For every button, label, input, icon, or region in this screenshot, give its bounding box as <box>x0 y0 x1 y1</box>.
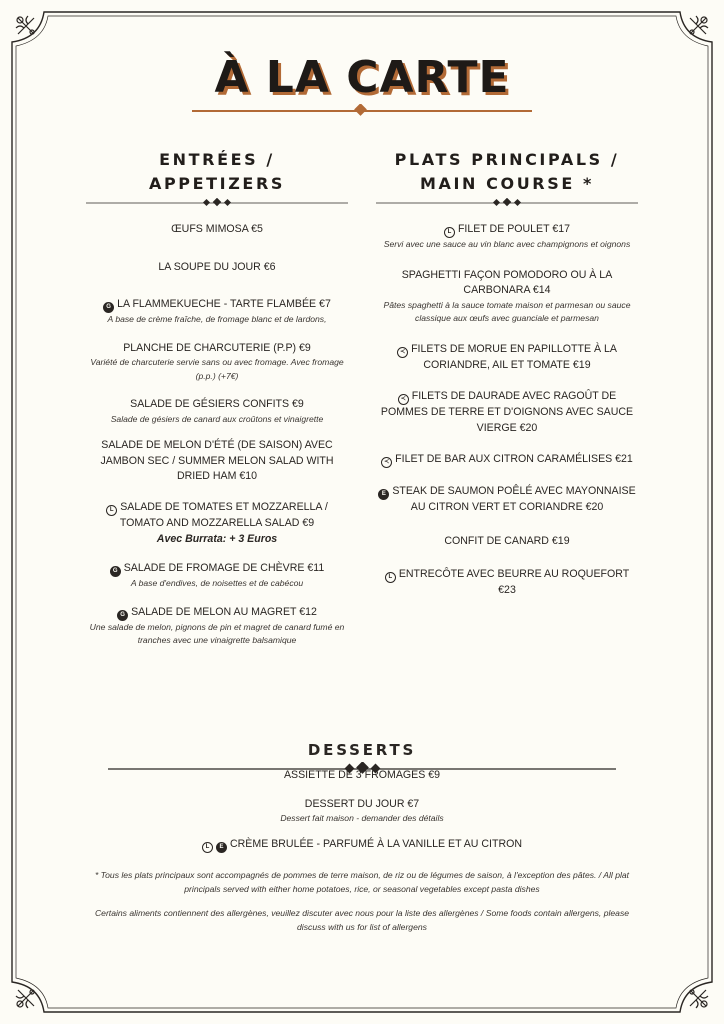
item-name: ENTRECÔTE AVEC BEURRE AU ROQUEFORT €23 <box>398 568 630 596</box>
item-name: SALADE DE GÉSIERS CONFITS €9 <box>130 398 304 410</box>
item-name: FILETS DE MORUE EN PAPILLOTTE À LA CORIANDRE, AIL ET TOMATE €19 <box>411 342 617 371</box>
main-course-heading-line2: MAIN COURSE * <box>419 174 595 193</box>
item-description: Une salade de melon, pignons de pin et magret de canard fumé en tranches avec une vinaigrette balsamique <box>89 621 345 645</box>
item-name: SALADE DE FROMAGE DE CHÈVRE €11 <box>123 562 325 574</box>
item-description: Variété de charcuterie servie sans ou avec fromage. Avec fromage (p.p.) (+7€) <box>90 357 344 381</box>
menu-item <box>376 452 638 468</box>
menu-item <box>86 605 348 648</box>
menu-item <box>108 797 616 826</box>
menu-item <box>86 438 348 485</box>
fish-icon: ≺ <box>398 394 409 405</box>
menu-item <box>86 260 348 276</box>
item-name: FILET DE POULET €17 <box>457 223 571 235</box>
egg-icon: E <box>216 842 227 853</box>
desserts-section <box>108 740 616 853</box>
lactose-icon: L <box>202 842 213 853</box>
lactose-icon: L <box>444 227 455 238</box>
menu-item <box>376 268 638 326</box>
item-name: LA SOUPE DU JOUR €6 <box>158 260 276 273</box>
item-description: Pâtes spaghetti à la sauce tomate maison et parmesan ou sauce classique aux œufs avec guanciale et parmesan <box>383 299 631 323</box>
menu-item <box>108 768 616 784</box>
menu-item <box>376 484 638 516</box>
footnote-allergens: Certains aliments contiennent des allergènes, veuillez discuter avec nous pour la liste des allergènes / Some foods contain allergens, please discuss with us for list of allergens <box>94 908 630 932</box>
egg-icon: E <box>378 489 389 500</box>
gluten-icon: G <box>117 610 128 621</box>
fish-icon: ≺ <box>381 457 392 468</box>
title-divider <box>192 104 532 118</box>
menu-item <box>86 500 348 548</box>
item-description: Servi avec une sauce au vin blanc avec champignons et oignons <box>383 239 631 249</box>
appetizers-divider <box>86 198 348 208</box>
item-name: CRÈME BRULÉE - PARFUMÉ À LA VANILLE ET AU CITRON <box>230 837 522 850</box>
lactose-icon: L <box>106 505 117 516</box>
gluten-icon: G <box>103 302 114 313</box>
main-course-section <box>376 148 638 599</box>
footnote-sides: * Tous les plats principaux sont accompagnés de pommes de terre maison, de riz ou de légumes de saison, à l'exception des pâtes. / All plat principals served with either home potatoes, rice, or seasonal vegetables except pasta dishes <box>94 870 630 894</box>
item-description: Salade de gésiers de canard aux croûtons et vinaigrette <box>110 413 324 424</box>
main-course-divider <box>376 198 638 208</box>
item-name: FILETS DE DAURADE AVEC RAGOÛT DE POMMES DE TERRE ET D'OIGNONS AVEC SAUCE VIERGE €20 <box>380 390 634 434</box>
item-name: CONFIT DE CANARD €19 <box>444 534 570 547</box>
menu-item <box>86 222 348 238</box>
appetizers-heading-line1: ENTRÉES / <box>159 150 275 169</box>
lactose-icon: L <box>385 572 396 583</box>
item-name: SALADE DE TOMATES ET MOZZARELLA / TOMATO AND MOZZARELLA SALAD €9 <box>119 500 328 529</box>
item-name: ŒUFS MIMOSA €5 <box>171 223 263 235</box>
menu-item <box>86 561 348 591</box>
menu-item <box>376 389 638 436</box>
menu-item <box>376 567 638 599</box>
item-name: ASSIETTE DE 3 FROMAGES €9 <box>283 769 440 781</box>
fish-icon: ≺ <box>397 347 408 358</box>
menu-item <box>376 342 638 374</box>
item-name: STEAK DE SAUMON POÊLÉ AVEC MAYONNAISE AU CITRON VERT ET CORIANDRE €20 <box>392 485 636 513</box>
item-extra: Avec Burrata: + 3 Euros <box>156 533 278 545</box>
appetizers-heading <box>86 148 348 196</box>
menu-item <box>86 297 348 327</box>
item-description: Dessert fait maison - demander des détails <box>280 813 444 823</box>
item-name: FILET DE BAR AUX CITRON CARAMÉLISES €21 <box>395 453 633 465</box>
item-name: SALADE DE MELON D'ÉTÉ (DE SAISON) AVEC JAMBON SEC / SUMMER MELON SALAD WITH DRIED HAM €10 <box>100 439 334 482</box>
menu-item <box>108 837 616 853</box>
menu-item <box>376 222 638 252</box>
gluten-icon: G <box>110 566 121 577</box>
item-description: A base de crème fraîche, de fromage blanc et de lardons, <box>107 314 327 324</box>
item-name: DESSERT DU JOUR €7 <box>304 797 420 810</box>
item-name: LA FLAMMEKUECHE - TARTE FLAMBÉE €7 <box>117 298 331 310</box>
item-name: SALADE DE MELON AU MAGRET €12 <box>131 605 317 618</box>
desserts-heading: DESSERTS <box>307 741 417 759</box>
page-title: À LA CARTE <box>214 52 510 103</box>
footnotes <box>88 868 636 944</box>
item-description: A base d'endives, de noisettes et de cabécou <box>130 578 304 588</box>
item-name: SPAGHETTI FAÇON POMODORO OU À LA CARBONARA €14 <box>401 268 613 296</box>
main-course-heading-line1: PLATS PRINCIPALS / <box>394 150 620 169</box>
item-name: PLANCHE DE CHARCUTERIE (P.P) €9 <box>123 341 311 354</box>
appetizers-heading-line2: APPETIZERS <box>148 174 285 193</box>
main-course-heading <box>376 148 638 196</box>
menu-item <box>86 341 348 384</box>
menu-item <box>376 534 638 550</box>
menu-item <box>86 397 348 426</box>
appetizers-section <box>86 148 348 648</box>
